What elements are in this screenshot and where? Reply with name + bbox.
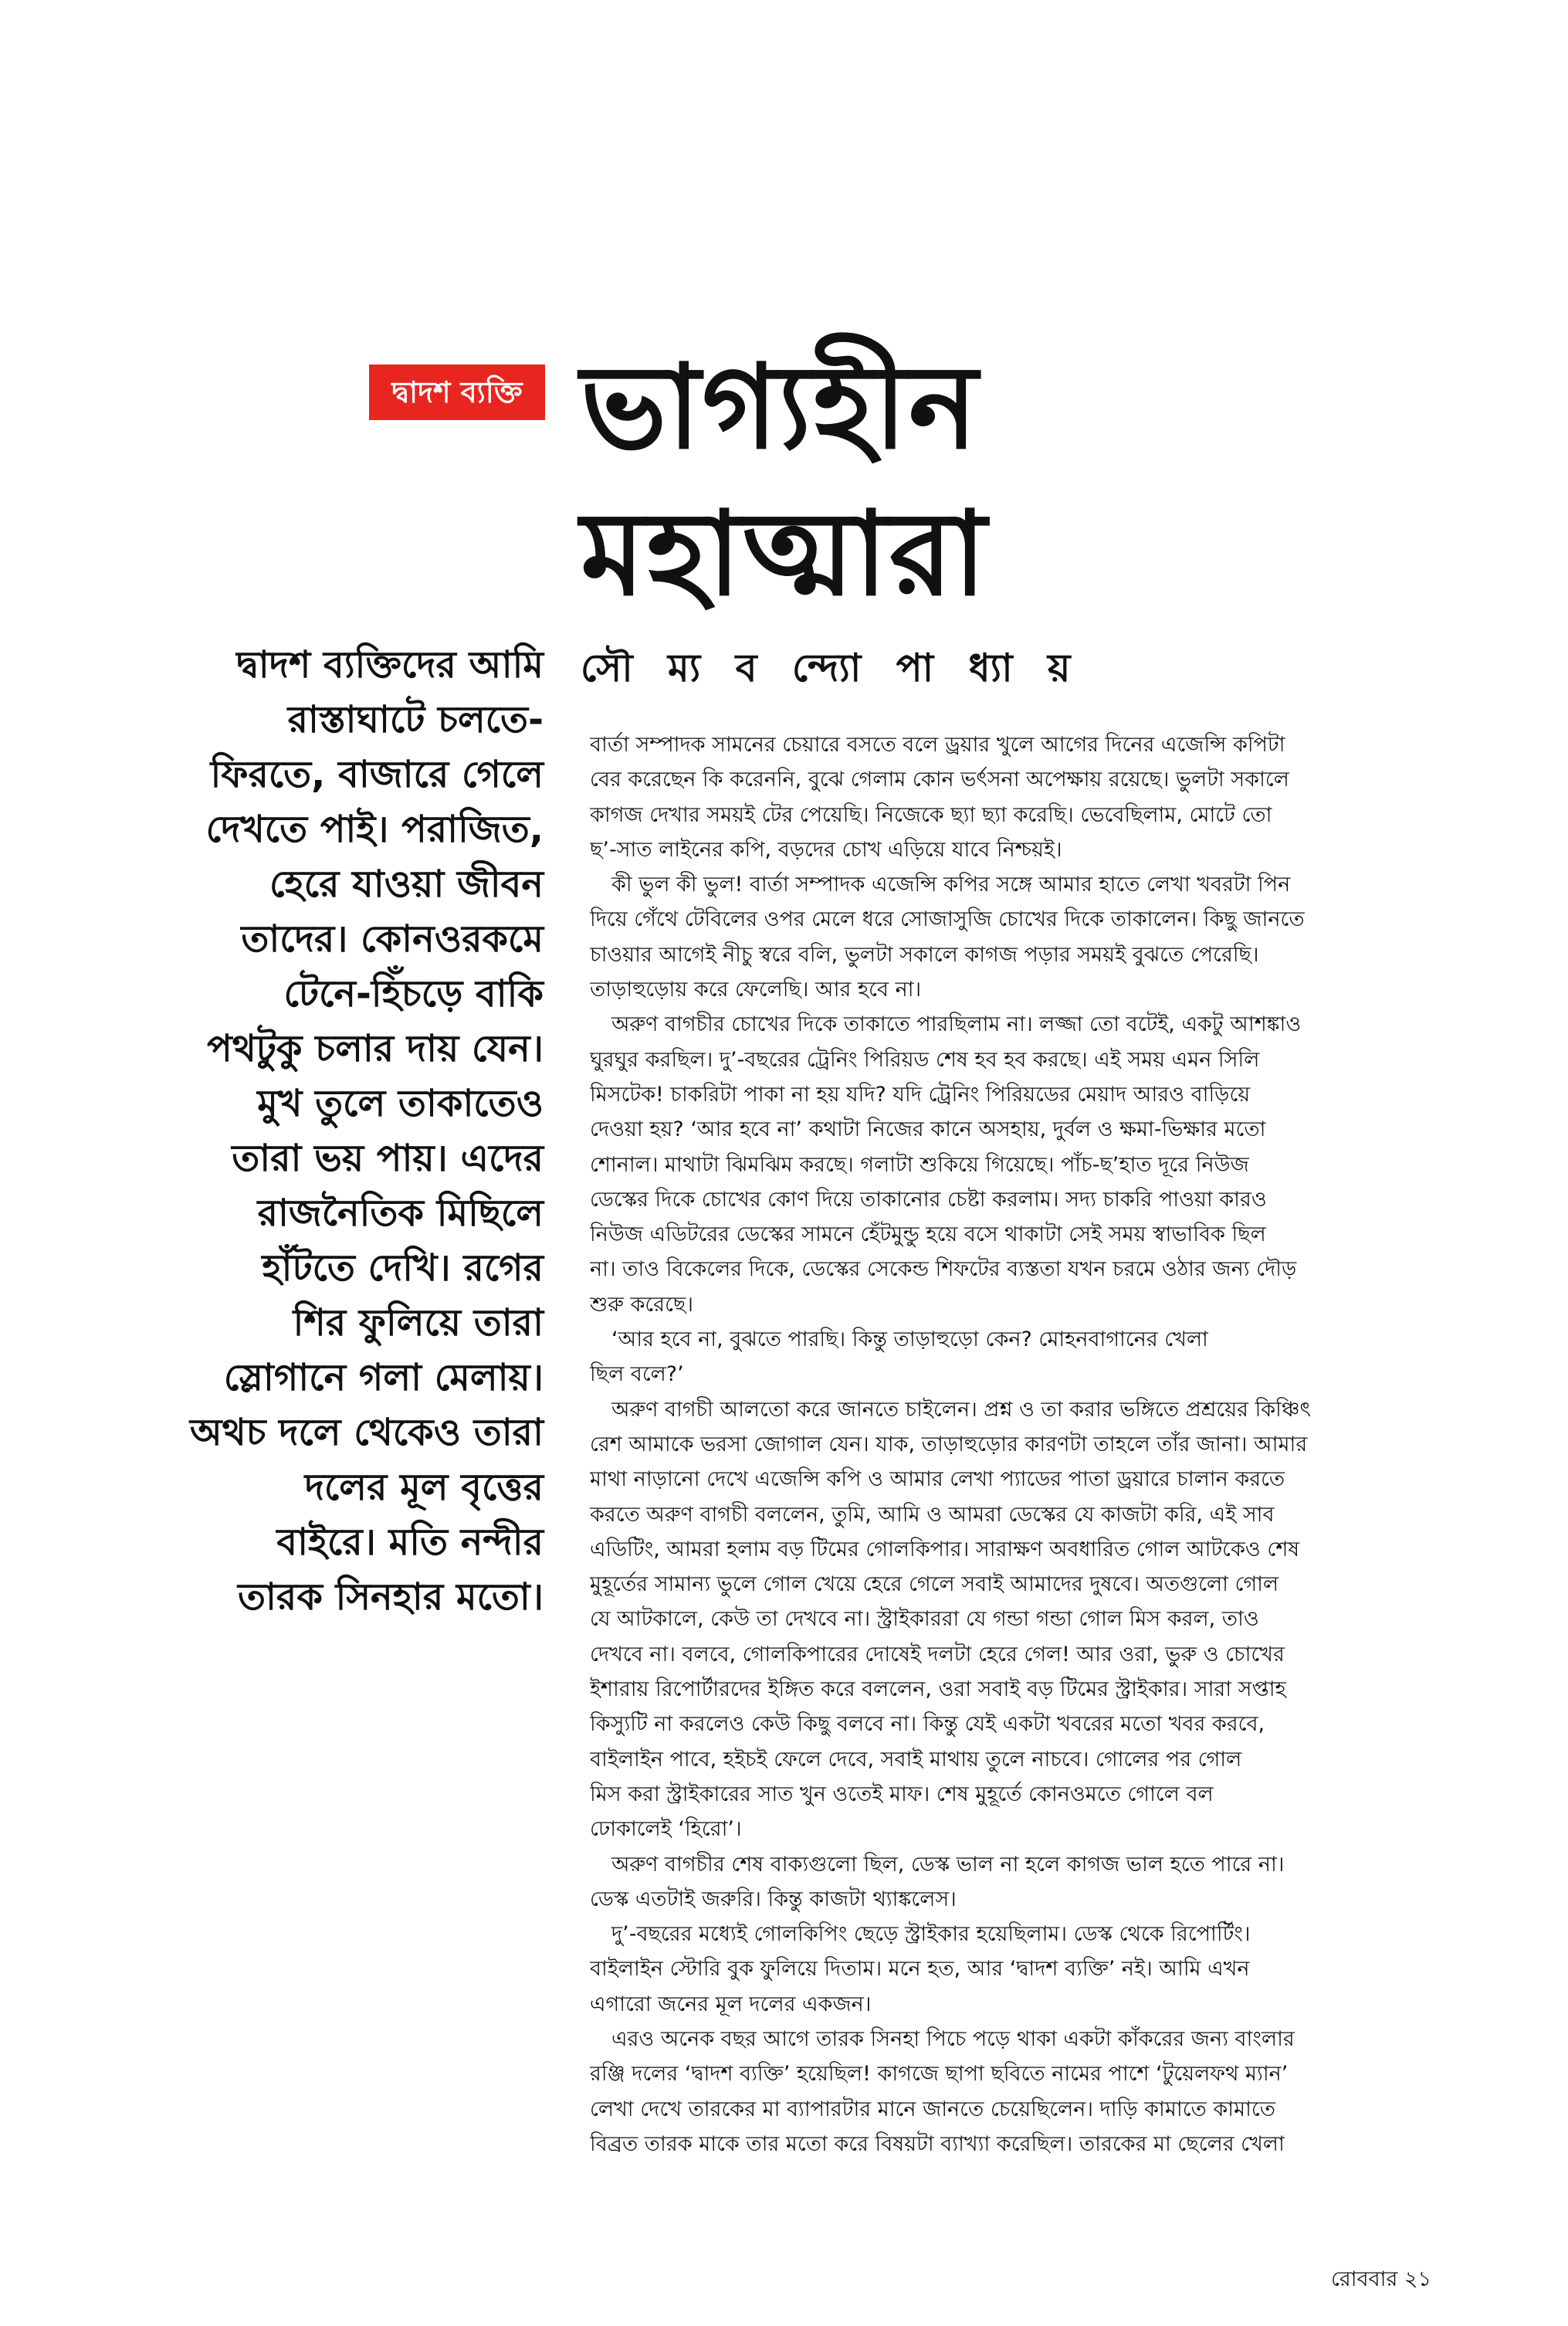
body-line: ডেস্ক এতটাই জরুরি। কিন্তু কাজটা থ্যাঙ্কলেস। bbox=[590, 1887, 957, 1911]
author-byline: সৌ ম্য ব ন্দ্যো পা ধ্যা য় bbox=[581, 646, 1082, 690]
pull-quote-line: টেনে-হিঁচড়ে বাকি bbox=[283, 972, 544, 1016]
section-tag: দ্বাদশ ব্যক্তি bbox=[369, 364, 545, 420]
pull-quote-line: হাঁটতে দেখি। রগের bbox=[262, 1246, 544, 1290]
pull-quote-line: পথটুকু চলার দায় যেন। bbox=[207, 1027, 544, 1070]
body-line: ছ’-সাত লাইনের কপি, বড়দের চোখ এড়িয়ে যাবে নিশ্চয়ই। bbox=[590, 837, 1062, 862]
body-line: ‘আর হবে না, বুঝতে পারছি। কিন্তু তাড়াহুড়ো কেন? মোহনবাগানের খেলা bbox=[611, 1327, 1208, 1352]
pull-quote-line: অথচ দলে থেকেও তারা bbox=[190, 1411, 544, 1454]
body-line: দিয়ে গেঁথে টেবিলের ওপর মেলে ধরে সোজাসুজি চোখের দিকে তাকালেন। কিছু জানতে bbox=[590, 907, 1305, 932]
pull-quote-line: তারক সিনহার মতো। bbox=[237, 1575, 544, 1619]
pull-quote bbox=[151, 638, 544, 1625]
headline bbox=[581, 334, 1198, 627]
body-line: কিস্যুটি না করলেও কেউ কিছু বলবে না। কিন্তু যেই একটা খবরের মতো খবর করবে, bbox=[590, 1712, 1265, 1737]
body-line: মিস করা স্ট্রাইকারের সাত খুন ওতেই মাফ। শেষ মুহূর্তে কোনওমতে গোলে বল bbox=[590, 1782, 1214, 1806]
body-line: মুহূর্তের সামান্য ভুলে গোল খেয়ে হেরে গেলে সবাই আমাদের দুষবে। অতগুলো গোল bbox=[590, 1572, 1279, 1597]
body-line: না। তাও বিকেলের দিকে, ডেস্কের সেকেন্ড শিফটের ব্যস্ততা যখন চরমে ওঠার জন্য দৌড় bbox=[590, 1257, 1297, 1282]
pull-quote-line: বাইরে। মতি নন্দীর bbox=[276, 1521, 544, 1564]
body-line: নিউজ এডিটরের ডেস্কের সামনে হেঁটমুন্ডু হয়ে বসে থাকাটা সেই সময় স্বাভাবিক ছিল bbox=[590, 1222, 1266, 1247]
body-line: বাইলাইন পাবে, হইচই ফেলে দেবে, সবাই মাথায় তুলে নাচবে। গোলের পর গোল bbox=[590, 1747, 1242, 1772]
body-line: রঞ্জি দলের ‘দ্বাদশ ব্যক্তি’ হয়েছিল! কাগজে ছাপা ছবিতে নামের পাশে ‘টুয়েলফথ ম্যান’ bbox=[590, 2062, 1289, 2087]
body-line: ইশারায় রিপোর্টারদের ইঙ্গিত করে বললেন, ওরা সবাই বড় টিমের স্ট্রাইকার। সারা সপ্তাহ bbox=[590, 1677, 1286, 1702]
article-body bbox=[590, 727, 1433, 2162]
body-line: অরুণ বাগচী আলতো করে জানতে চাইলেন। প্রশ্ন ও তা করার ভঙ্গিতে প্রশ্রয়ের কিঞ্চিৎ bbox=[611, 1397, 1311, 1422]
body-line: লেখা দেখে তারকের মা ব্যাপারটার মানে জানতে চেয়েছিলেন। দাড়ি কামাতে কামাতে bbox=[590, 2097, 1276, 2121]
body-line: মিসটেক! চাকরিটা পাকা না হয় যদি? যদি ট্রেনিং পিরিয়ডের মেয়াদ আরও বাড়িয়ে bbox=[590, 1082, 1251, 1107]
body-line: বের করেছেন কি করেননি, বুঝে গেলাম কোন ভর্ৎসনা অপেক্ষায় রয়েছে। ভুলটা সকালে bbox=[590, 768, 1289, 792]
page-folio: রোববার ২১ bbox=[1330, 2267, 1431, 2291]
pull-quote-line: শির ফুলিয়ে তারা bbox=[293, 1301, 544, 1344]
headline-line: মহাত্মারা bbox=[581, 486, 988, 622]
pull-quote-line: দলের মূল বৃত্তের bbox=[304, 1466, 544, 1509]
body-line: মাথা নাড়ানো দেখে এজেন্সি কপি ও আমার লেখা প্যাডের পাতা ড্রয়ারে চালান করতে bbox=[590, 1467, 1285, 1492]
body-line: তাড়াহুড়োয় করে ফেলেছি। আর হবে না। bbox=[590, 978, 922, 1002]
body-line: এগারো জনের মূল দলের একজন। bbox=[590, 1992, 872, 2016]
pull-quote-line: দ্বাদশ ব্যক্তিদের আমি bbox=[236, 643, 544, 687]
body-line: ঘুরঘুর করছিল। দু’-বছরের ট্রেনিং পিরিয়ড শেষ হব হব করছে। এই সময় এমন সিলি bbox=[590, 1047, 1260, 1072]
body-line: কাগজ দেখার সময়ই টের পেয়েছি। নিজেকে ছ্যা ছ্যা করেছি। ভেবেছিলাম, মোটে তো bbox=[590, 802, 1272, 827]
body-line: যে আটকালে, কেউ তা দেখবে না। স্ট্রাইকাররা যে গন্ডা গন্ডা গোল মিস করল, তাও bbox=[590, 1607, 1259, 1632]
pull-quote-line: ফিরতে, বাজারে গেলে bbox=[210, 753, 544, 796]
body-line: কী ভুল কী ভুল! বার্তা সম্পাদক এজেন্সি কপির সঙ্গে আমার হাতে লেখা খবরটা পিন bbox=[611, 873, 1291, 897]
pull-quote-line: মুখ তুলে তাকাতেও bbox=[257, 1082, 544, 1125]
body-line: চাওয়ার আগেই নীচু স্বরে বলি, ভুলটা সকালে কাগজ পড়ার সময়ই বুঝতে পেরেছি। bbox=[590, 942, 1259, 967]
body-line: ছিল বলে?’ bbox=[590, 1362, 684, 1387]
body-line: দু’-বছরের মধ্যেই গোলকিপিং ছেড়ে স্ট্রাইকার হয়েছিলাম। ডেস্ক থেকে রিপোর্টিং। bbox=[611, 1922, 1251, 1947]
body-line: ডেস্কের দিকে চোখের কোণ দিয়ে তাকানোর চেষ্টা করলাম। সদ্য চাকরি পাওয়া কারও bbox=[590, 1187, 1267, 1212]
pull-quote-line: রাস্তাঘাটে চলতে- bbox=[287, 698, 544, 741]
body-line: বার্তা সম্পাদক সামনের চেয়ারে বসতে বলে ড্রয়ার খুলে আগের দিনের এজেন্সি কপিটা bbox=[590, 733, 1285, 757]
headline-line: ভাগ্যহীন bbox=[581, 339, 980, 475]
body-line: বিব্রত তারক মাকে তার মতো করে বিষয়টা ব্যাখ্যা করেছিল। তারকের মা ছেলের খেলা bbox=[590, 2131, 1285, 2156]
body-line: বাইলাইন স্টোরি বুক ফুলিয়ে দিতাম। মনে হত, আর ‘দ্বাদশ ব্যক্তি’ নই। আমি এখন bbox=[590, 1957, 1250, 1982]
body-line: অরুণ বাগচীর শেষ বাক্যগুলো ছিল, ডেস্ক ভাল না হলে কাগজ ভাল হতে পারে না। bbox=[611, 1852, 1285, 1877]
pull-quote-line: রাজনৈতিক মিছিলে bbox=[257, 1192, 544, 1235]
pull-quote-line: স্লোগানে গলা মেলায়। bbox=[223, 1356, 544, 1399]
body-line: দেওয়া হয়? ‘আর হবে না’ কথাটা নিজের কানে অসহায়, দুর্বল ও ক্ষমা-ভিক্ষার মতো bbox=[590, 1117, 1266, 1142]
body-line: শোনাল। মাথাটা ঝিমঝিম করছে। গলাটা শুকিয়ে গিয়েছে। পাঁচ-ছ’হাত দূরে নিউজ bbox=[590, 1152, 1249, 1177]
body-line: এরও অনেক বছর আগে তারক সিনহা পিচে পড়ে থাকা একটা কাঁকরের জন্য বাংলার bbox=[611, 2026, 1295, 2051]
pull-quote-line: তাদের। কোনওরকমে bbox=[241, 917, 544, 961]
pull-quote-line: হেরে যাওয়া জীবন bbox=[269, 863, 544, 906]
pull-quote-line: তারা ভয় পায়। এদের bbox=[232, 1137, 544, 1180]
pull-quote-line: দেখতে পাই। পরাজিত, bbox=[205, 808, 544, 851]
body-line: রেশ আমাকে ভরসা জোগাল যেন। যাক, তাড়াহুড়োর কারণটা তাহলে তাঁর জানা। আমার bbox=[590, 1432, 1308, 1456]
body-line: করতে অরুণ বাগচী বললেন, তুমি, আমি ও আমরা ডেস্কের যে কাজটা করি, এই সাব bbox=[590, 1502, 1275, 1527]
body-line: এডিটিং, আমরা হলাম বড় টিমের গোলকিপার। সারাক্ষণ অবধারিত গোল আটকেও শেষ bbox=[590, 1537, 1300, 1561]
body-line: দেখবে না। বলবে, গোলকিপারের দোষেই দলটা হেরে গেল! আর ওরা, ভুরু ও চোখের bbox=[590, 1642, 1285, 1667]
body-line: ঢোকালেই ‘হিরো’। bbox=[590, 1817, 742, 1842]
body-line: অরুণ বাগচীর চোখের দিকে তাকাতে পারছিলাম না। লজ্জা তো বটেই, একটু আশঙ্কাও bbox=[611, 1012, 1302, 1037]
body-line: শুরু করেছে। bbox=[590, 1292, 693, 1317]
